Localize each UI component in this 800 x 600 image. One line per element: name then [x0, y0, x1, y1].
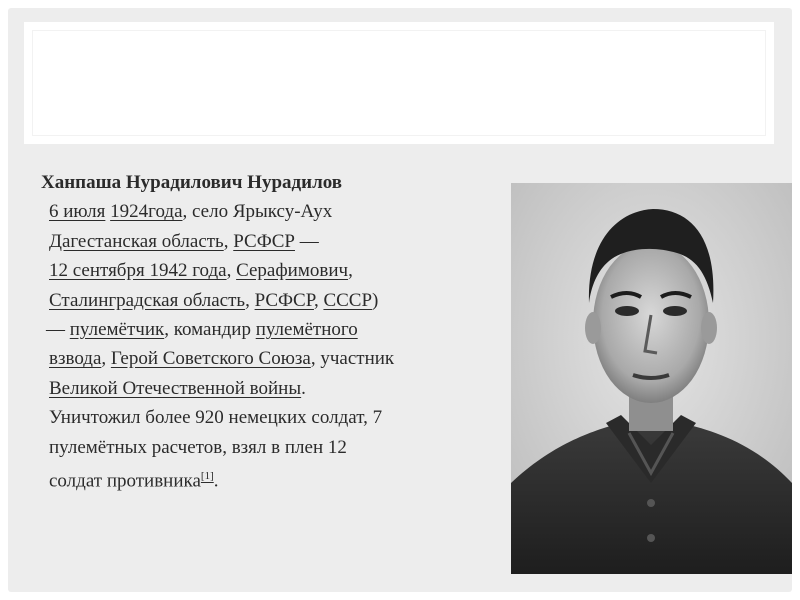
- bio-line-3: 12 сентября 1942 года, Серафимович,: [49, 260, 353, 282]
- bio-line-10: [41, 462, 511, 496]
- biography-text: [41, 168, 511, 496]
- footnote-link[interactable]: [1]: [200, 470, 214, 483]
- link-stalingrad-region[interactable]: Сталинградская область: [49, 289, 246, 311]
- bio-line-1: [41, 197, 511, 226]
- link-hero-of-soviet-union[interactable]: Герой Советского Союза: [110, 348, 311, 370]
- bio-line-7: Великой Отечественной войны.: [49, 377, 306, 399]
- link-great-patriotic-war[interactable]: Великой Отечественной войны: [49, 377, 302, 399]
- bio-line-5: [41, 315, 511, 344]
- bio-line-6: взвода, Герой Советского Союза, участник: [49, 348, 395, 370]
- portrait-image: [511, 183, 792, 574]
- person-name: Ханпаша Нурадилович Нурадилов: [41, 172, 343, 193]
- participant-text: , участник: [310, 348, 395, 370]
- birth-place: , село Ярыксу-Аух: [182, 201, 333, 223]
- bio-line-4: Сталинградская область, РСФСР, СССР): [49, 289, 379, 311]
- bio-line-9: пулемётных расчетов, взял в плен 12: [49, 436, 347, 458]
- link-machine-gun-platoon-b[interactable]: взвода: [49, 348, 102, 370]
- link-dagestan-region[interactable]: Дагестанская область: [49, 230, 224, 252]
- title-banner: [24, 22, 774, 144]
- bio-line-2: Дагестанская область, РСФСР —: [49, 230, 319, 252]
- link-rsfsr-2[interactable]: РСФСР: [254, 289, 314, 311]
- link-machine-gun-platoon-a[interactable]: пулемётного: [255, 319, 358, 341]
- portrait-photo: [511, 183, 792, 574]
- link-machine-gunner[interactable]: пулемётчик: [69, 319, 165, 341]
- bio-line-10-text: солдат противника: [49, 470, 201, 492]
- slide: [8, 8, 792, 592]
- role-text: , командир: [164, 319, 251, 341]
- link-rsfsr-1[interactable]: РСФСР: [233, 230, 295, 252]
- final-period: .: [213, 470, 219, 492]
- link-birth-year[interactable]: 1924года: [110, 201, 183, 223]
- bio-line-8: Уничтожил более 920 немецких солдат, 7: [49, 407, 383, 429]
- link-ussr[interactable]: СССР: [323, 289, 373, 311]
- link-serafimovich[interactable]: Серафимович: [236, 260, 349, 282]
- title-placeholder: [32, 30, 766, 136]
- dash-1: —: [299, 230, 319, 252]
- dash-2: —: [46, 319, 65, 341]
- link-death-date[interactable]: 12 сентября 1942 года: [49, 260, 227, 282]
- link-birth-date[interactable]: 6 июля: [49, 201, 106, 223]
